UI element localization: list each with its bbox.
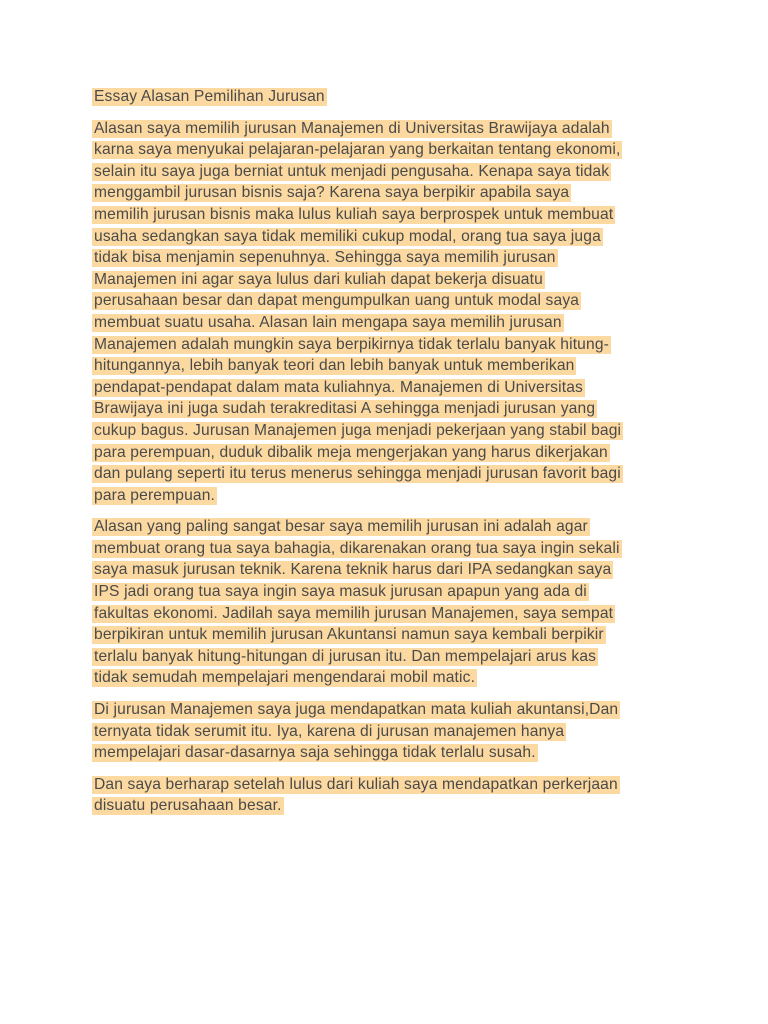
paragraph-line	[92, 699, 682, 721]
paragraph-line	[92, 269, 682, 291]
highlighted-text: Alasan yang paling sangat besar saya memilih jurusan ini adalah agar	[94, 518, 588, 536]
highlighted-text: Manajemen ini agar saya lulus dari kuliah dapat bekerja disuatu	[94, 270, 543, 288]
highlighted-text: para perempuan, duduk dibalik meja mengerjakan yang harus dikerjakan	[94, 443, 608, 461]
highlighted-text: tidak semudah mempelajari mengendarai mobil matic.	[94, 669, 476, 687]
paragraph-line	[92, 204, 682, 226]
paragraph-line	[92, 581, 682, 603]
highlighted-text: membuat orang tua saya bahagia, dikarenakan orang tua saya ingin sekali	[94, 539, 620, 557]
highlighted-text: para perempuan.	[94, 486, 216, 504]
highlighted-text: mempelajari dasar-dasarnya saja sehingga tidak terlalu susah.	[94, 744, 536, 762]
paragraph-line	[92, 559, 682, 581]
paragraph-line	[92, 290, 682, 312]
paragraph-line	[92, 538, 682, 560]
highlighted-text: fakultas ekonomi. Jadilah saya memilih jurusan Manajemen, saya sempat	[94, 604, 614, 622]
highlighted-text: perusahaan besar dan dapat mengumpulkan uang untuk modal saya	[94, 292, 580, 310]
paragraph-line	[92, 646, 682, 668]
highlighted-text: IPS jadi orang tua saya ingin saya masuk jurusan apapun yang ada di	[94, 583, 587, 601]
highlighted-text: dan pulang seperti itu terus menerus sehingga menjadi jurusan favorit bagi	[94, 465, 621, 483]
highlighted-text: Di jurusan Manajemen saya juga mendapatkan mata kuliah akuntansi,Dan	[94, 701, 619, 719]
document-body	[92, 86, 682, 827]
highlighted-text: saya masuk jurusan teknik. Karena teknik harus dari IPA sedangkan saya	[94, 561, 612, 579]
highlighted-text: selain itu saya juga berniat untuk menjadi pengusaha. Kenapa saya tidak	[94, 162, 610, 180]
paragraph-line	[92, 398, 682, 420]
paragraph-line	[92, 516, 682, 538]
highlighted-text: Alasan saya memilih jurusan Manajemen di Universitas Brawijaya adalah	[94, 119, 610, 137]
paragraph	[92, 699, 682, 764]
paragraph-line	[92, 774, 682, 796]
paragraph-line	[92, 742, 682, 764]
paragraph-line	[92, 721, 682, 743]
paragraph-line	[92, 795, 682, 817]
document-title-text: Essay Alasan Pemilihan Jurusan	[94, 88, 325, 105]
paragraph-line	[92, 139, 682, 161]
paragraph-line	[92, 603, 682, 625]
highlighted-text: usaha sedangkan saya tidak memiliki cukup modal, orang tua saya juga	[94, 227, 601, 245]
highlighted-text: cukup bagus. Jurusan Manajemen juga menjadi pekerjaan yang stabil bagi	[94, 421, 622, 439]
paragraph-line	[92, 442, 682, 464]
paragraph-line	[92, 118, 682, 140]
paragraph	[92, 774, 682, 817]
highlighted-text: terlalu banyak hitung-hitungan di jurusan itu. Dan mempelajari arus kas	[94, 647, 597, 665]
highlighted-text: menggambil jurusan bisnis saja? Karena saya berpikir apabila saya	[94, 184, 570, 202]
highlighted-text: membuat suatu usaha. Alasan lain mengapa saya memilih jurusan	[94, 313, 562, 331]
highlighted-text: berpikiran untuk memilih jurusan Akuntansi namun saya kembali berpikir	[94, 626, 604, 644]
paragraph-line	[92, 182, 682, 204]
highlighted-text: memilih jurusan bisnis maka lulus kuliah saya berprospek untuk membuat	[94, 205, 614, 223]
highlighted-text: tidak bisa menjamin sepenuhnya. Sehingga saya memilih jurusan	[94, 249, 556, 267]
paragraph-list	[92, 118, 682, 817]
paragraph-line	[92, 485, 682, 507]
paragraph	[92, 516, 682, 689]
paragraph-line	[92, 420, 682, 442]
highlighted-text: disuatu perusahaan besar.	[94, 797, 282, 815]
highlighted-text: Dan saya berharap setelah lulus dari kuliah saya mendapatkan perkerjaan	[94, 775, 618, 793]
highlighted-text: pendapat-pendapat dalam mata kuliahnya. Manajemen di Universitas	[94, 378, 583, 396]
document-title	[92, 86, 682, 108]
highlighted-text: Brawijaya ini juga sudah terakreditasi A sehingga menjadi jurusan yang	[94, 400, 596, 418]
highlighted-text: Manajemen adalah mungkin saya berpikirnya tidak terlalu banyak hitung-	[94, 335, 609, 353]
highlighted-text: karna saya menyukai pelajaran-pelajaran yang berkaitan tentang ekonomi,	[94, 141, 621, 159]
paragraph-line	[92, 226, 682, 248]
paragraph-line	[92, 161, 682, 183]
paragraph-line	[92, 463, 682, 485]
highlighted-text: hitungannya, lebih banyak teori dan lebih banyak untuk memberikan	[94, 357, 575, 375]
paragraph	[92, 118, 682, 507]
paragraph-line	[92, 247, 682, 269]
paragraph-line	[92, 624, 682, 646]
paragraph-line	[92, 334, 682, 356]
paragraph-line	[92, 355, 682, 377]
paragraph-line	[92, 377, 682, 399]
paragraph-line	[92, 312, 682, 334]
paragraph-line	[92, 667, 682, 689]
highlighted-text: ternyata tidak serumit itu. Iya, karena di jurusan manajemen hanya	[94, 722, 565, 740]
